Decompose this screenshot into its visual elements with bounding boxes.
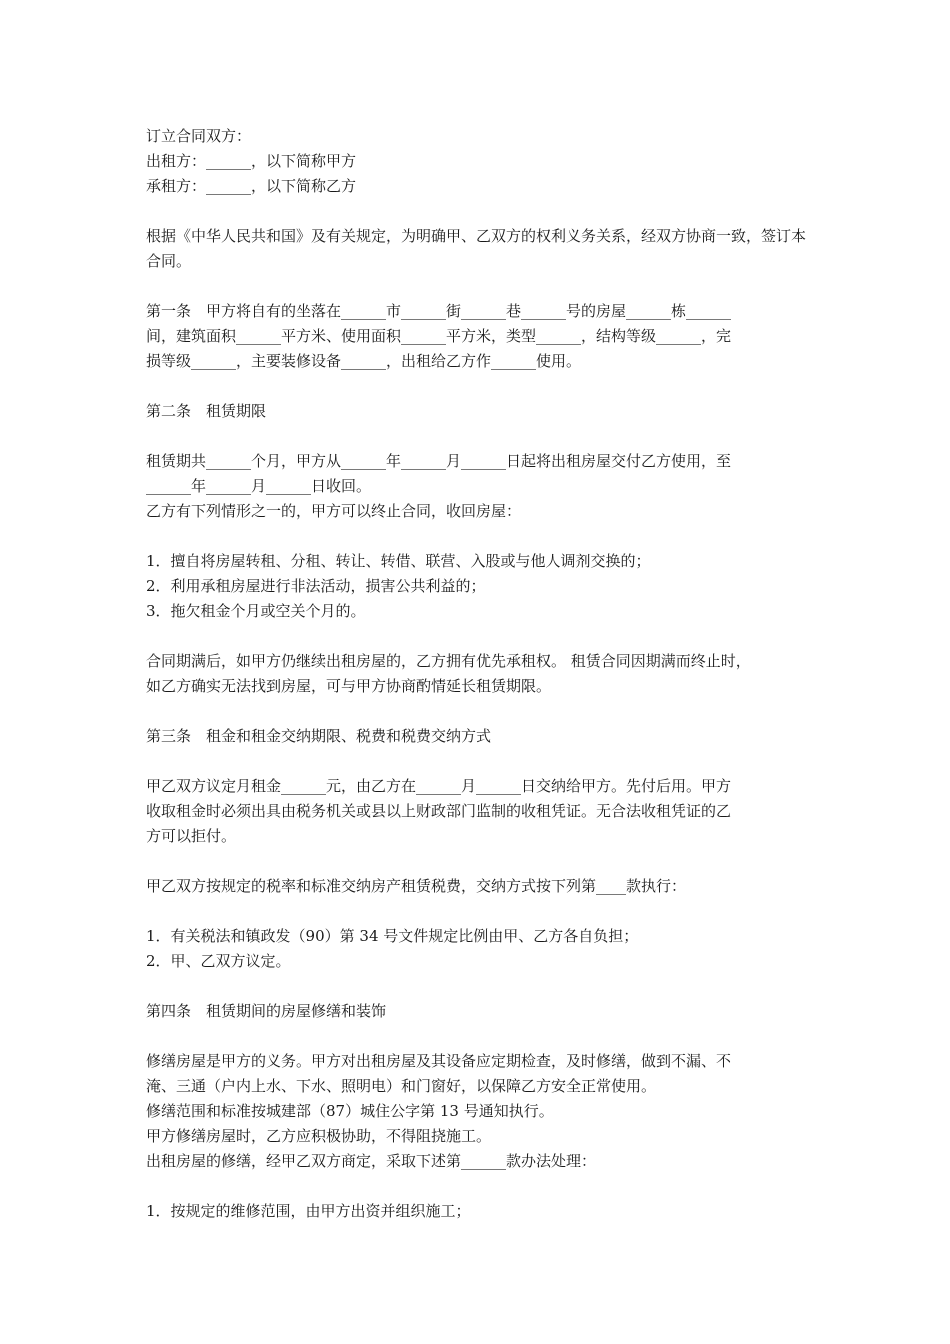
article1-line1: 第一条 甲方将自有的坐落在______市______街______巷______号的房屋______栋______ xyxy=(146,302,732,320)
article3-line2: 收取租金时必须出具由税务机关或县以上财政部门监制的收租凭证。无合法收租凭证的乙 xyxy=(146,802,732,820)
article4-line1: 修缮房屋是甲方的义务。甲方对出租房屋及其设备应定期检查，及时修缮，做到不漏、不 xyxy=(146,1052,732,1070)
article4-line3: 修缮范围和标准按城建部（87）城住公字第 13 号通知执行。 xyxy=(146,1102,554,1120)
lessor-line: 出租方：______，以下简称甲方 xyxy=(146,152,357,170)
spacer xyxy=(146,699,810,724)
spacer xyxy=(146,849,810,874)
list-item: 1．有关税法和镇政发（90）第 34 号文件规定比例由甲、乙方各自负担； xyxy=(146,927,639,945)
article4-line4: 甲方修缮房屋时，乙方应积极协助，不得阻挠施工。 xyxy=(146,1127,492,1145)
article2-line1: 租赁期共______个月，甲方从______年______月______日起将出租房屋交付乙方使用，至 xyxy=(146,452,732,470)
list-item: 2．利用承租房屋进行非法活动，损害公共利益的； xyxy=(146,577,486,595)
spacer xyxy=(146,374,810,399)
article2-line3: 乙方有下列情形之一的，甲方可以终止合同，收回房屋： xyxy=(146,502,522,520)
article4-line5: 出租房屋的修缮，经甲乙双方商定，采取下述第______款办法处理： xyxy=(146,1152,597,1170)
contract-page xyxy=(146,124,810,1224)
list-item: 1．擅自将房屋转租、分租、转让、转借、联营、入股或与他人调剂交换的； xyxy=(146,552,651,570)
spacer xyxy=(146,1024,810,1049)
spacer xyxy=(146,524,810,549)
article3-title: 第三条 租金和租金交纳期限、税费和税费交纳方式 xyxy=(146,727,492,745)
renewal-line2: 如乙方确实无法找到房屋，可与甲方协商酌情延长租赁期限。 xyxy=(146,677,552,695)
tax-line: 甲乙双方按规定的税率和标准交纳房产租赁税费，交纳方式按下列第____款执行： xyxy=(146,877,687,895)
article2-line2: ______年______月______日收回。 xyxy=(146,477,372,495)
list-item: 1．按规定的维修范围，由甲方出资并组织施工； xyxy=(146,1202,471,1220)
article1-line3: 损等级______，主要装修设备______，出租给乙方作______使用。 xyxy=(146,352,582,370)
lessee-line: 承租方：______，以下简称乙方 xyxy=(146,177,357,195)
list-item: 3．拖欠租金个月或空关个月的。 xyxy=(146,602,366,620)
article2-title: 第二条 租赁期限 xyxy=(146,402,267,420)
parties-heading: 订立合同双方： xyxy=(146,127,252,145)
spacer xyxy=(146,974,810,999)
renewal-line1: 合同期满后，如甲方仍继续出租房屋的，乙方拥有优先承租权。 租赁合同因期满而终止时， xyxy=(146,652,751,670)
spacer xyxy=(146,199,810,224)
spacer xyxy=(146,899,810,924)
article4-title: 第四条 租赁期间的房屋修缮和装饰 xyxy=(146,1002,387,1020)
spacer xyxy=(146,749,810,774)
article1-line2: 间，建筑面积______平方米、使用面积______平方米，类型______，结构等级______，完 xyxy=(146,327,732,345)
article3-line3: 方可以拒付。 xyxy=(146,827,237,845)
list-item: 2．甲、乙双方议定。 xyxy=(146,952,291,970)
article3-line1: 甲乙双方议定月租金______元，由乙方在______月______日交纳给甲方。先付后用。甲方 xyxy=(146,777,732,795)
spacer xyxy=(146,274,810,299)
article4-line2: 淹、三通（户内上水、下水、照明电）和门窗好，以保障乙方安全正常使用。 xyxy=(146,1077,657,1095)
spacer xyxy=(146,1174,810,1199)
spacer xyxy=(146,624,810,649)
spacer xyxy=(146,424,810,449)
preamble-paragraph: 根据《中华人民共和国》及有关规定，为明确甲、乙双方的权利义务关系，经双方协商一致，签订本合同。 xyxy=(146,227,807,270)
